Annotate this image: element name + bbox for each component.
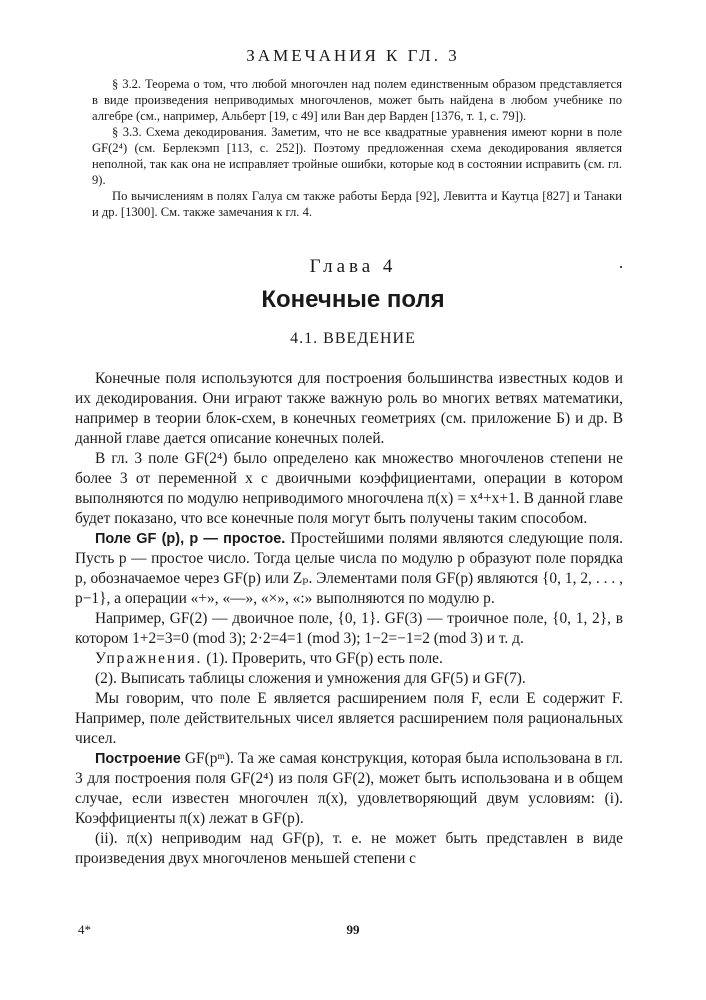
paragraph-examples: Например, GF(2) — двоичное поле, {0, 1}. GF(3) — троичное поле, {0, 1, 2}, в котором 1+2=3=0 (mod 3); 2·2=4=1 (mod 3); 1−2=−1=2 (mod 3) и т. д.: [75, 610, 623, 647]
runin-construction: Построение: [95, 751, 181, 767]
chapter-title: Конечные поля: [261, 286, 445, 313]
runin-gfp: Поле GF (p), p — простое.: [95, 531, 286, 547]
exercise-1-text: (1). Проверить, что GF(p) есть поле.: [206, 650, 443, 667]
chapter-label: Глава 4: [309, 256, 397, 277]
section-title: 4.1. ВВЕДЕНИЕ: [290, 330, 416, 347]
paragraph-intro: Конечные поля используются для построения большинства известных кодов и их декодирования. Они играют также важную роль во многих ветвях математики, например в теории блок-схем, в конечных геометриях (см. приложение Б) и др. В данной главе дается описание конечных полей.: [75, 370, 623, 447]
notes-heading: ЗАМЕЧАНИЯ К ГЛ. 3: [246, 46, 460, 65]
note-3-2: § 3.2. Теорема о том, что любой многочлен над полем единственным образом представляется в виде произведения неприводимых многочленов, может быть найдена в любом учебнике по алгебре (см., например, Альберт [19, с 49] или Ван дер Варден [1376, т. 1, с. 79]).: [92, 77, 622, 123]
paragraph-gf16: В гл. 3 поле GF(2⁴) было определено как множество многочленов степени не более 3 от переменной x с двоичными коэффициентами, операции в котором выполняются по модулю неприводимого многочлена π(x) = x⁴+x+1. В данной главе будет показано, что все конечные поля могут быть получены таким способом.: [75, 450, 623, 527]
paragraph-extension: Мы говорим, что поле E является расширением поля F, если E содержит F. Например, поле действительных чисел является расширением поля рациональных чисел.: [75, 690, 623, 747]
printer-signature: 4*: [78, 922, 91, 937]
paragraph-condition-ii: (ii). π(x) неприводим над GF(p), т. е. не может быть представлен в виде произведения двух многочленов меньшей степени с: [75, 830, 623, 867]
paragraph-gfp-text: Простейшими полями являются следующие поля. Пусть p — простое число. Тогда целые числа по модулю p образуют поле порядка p, обозначаемое через GF(p) или Zₚ. Элементами поля GF(p) являются {0, 1, 2, . . . , p−1}, а операции «+», «—», «×», «:» выполняются по модулю p.: [75, 530, 623, 607]
paragraph-exercise-2: (2). Выписать таблицы сложения и умножения для GF(5) и GF(7).: [95, 670, 526, 687]
construction-text: GF(pᵐ). Та же самая конструкция, которая была использована в гл. 3 для построения поля GF(2⁴) из поля GF(2), может быть использована и в общем случае, если известен многочлен π(x), удовлетворяющий двум условиям: (i). Коэффициенты π(x) лежат в GF(p).: [75, 750, 623, 827]
paragraph-construction: [75, 749, 623, 829]
print-speck: [620, 266, 622, 268]
runin-exercises: Упражнения.: [95, 650, 203, 667]
section-body: [75, 369, 623, 869]
paragraph-exercise-1: [75, 649, 623, 669]
chapter-3-notes: [92, 76, 622, 220]
paragraph-gfp: [75, 529, 623, 609]
page-number: 99: [346, 922, 360, 937]
note-galois-refs: По вычислениям в полях Галуа см также работы Берда [92], Левитта и Каутца [827] и Танаки и др. [1300]. См. также замечания к гл. 4.: [92, 189, 622, 219]
note-3-3: § 3.3. Схема декодирования. Заметим, что не все квадратные уравнения имеют корни в поле GF(2⁴) (см. Берлекэмп [113, с. 252]). Поэтому предложенная схема декодирования является неполной, так как она не исправляет тройные ошибки, которые код в состоянии исправить (см. гл. 9).: [92, 125, 622, 187]
